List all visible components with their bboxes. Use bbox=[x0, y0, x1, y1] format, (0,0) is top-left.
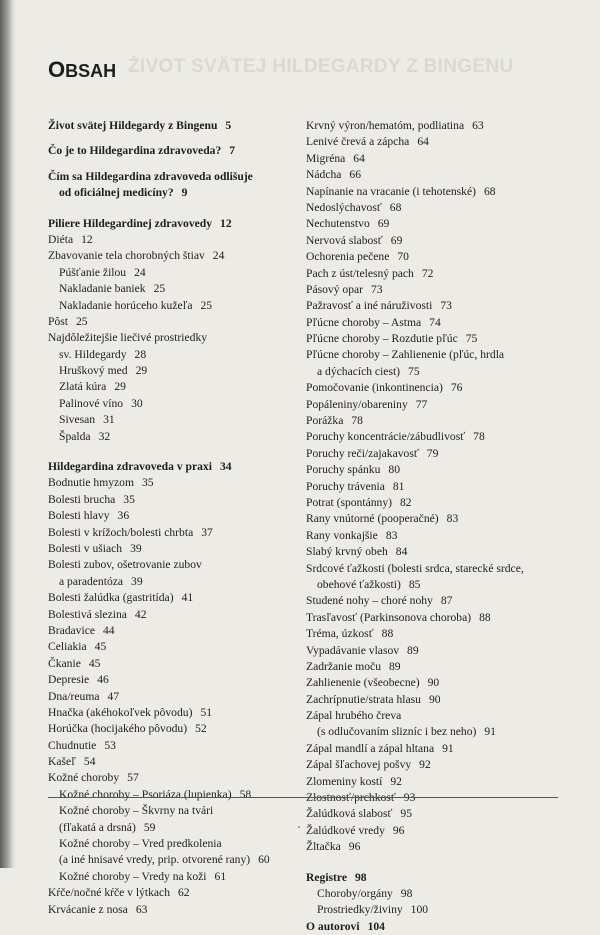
toc-entry bbox=[306, 429, 576, 445]
toc-entry-page: 39 bbox=[130, 541, 142, 555]
toc-entry-page: 29 bbox=[135, 364, 148, 378]
toc-entry-page: 62 bbox=[178, 886, 190, 900]
toc-entry bbox=[306, 347, 576, 363]
toc-entry bbox=[48, 672, 288, 688]
toc-entry-title: Pľúcne choroby – Rozdutie pľúc bbox=[306, 332, 458, 346]
toc-entry-title: Špalda bbox=[59, 429, 91, 443]
toc-entry-page: 60 bbox=[258, 853, 270, 867]
toc-entry-page: 90 bbox=[427, 676, 440, 690]
toc-entry-title: Nakladanie baniek bbox=[59, 282, 146, 296]
toc-entry-title: Horúčka (hocijakého pôvodu) bbox=[48, 722, 188, 736]
toc-entry-page: 44 bbox=[103, 623, 115, 637]
toc-entry-page: 75 bbox=[465, 332, 478, 346]
toc-entry-page: 72 bbox=[421, 266, 434, 280]
toc-entry-page: 95 bbox=[400, 807, 413, 821]
toc-entry-page: 104 bbox=[367, 919, 385, 933]
toc-entry-page: 41 bbox=[181, 591, 194, 605]
toc-entry-title: Žalúdkové vredy bbox=[306, 823, 385, 837]
toc-entry bbox=[48, 118, 288, 134]
toc-entry bbox=[48, 902, 288, 918]
toc-entry-page: 83 bbox=[446, 512, 459, 526]
toc-entry-title: Púšťanie žilou bbox=[59, 265, 127, 279]
toc-entry-page: 34 bbox=[219, 460, 232, 474]
toc-entry-page: 79 bbox=[426, 446, 439, 460]
toc-entry-title: Kožné choroby bbox=[48, 771, 120, 785]
toc-entry-page: 73 bbox=[371, 282, 383, 296]
toc-entry-title: Bolesti brucha bbox=[48, 492, 116, 506]
paper-speck bbox=[298, 826, 300, 828]
toc-entry-title: (fľakatá a drsná) bbox=[59, 820, 136, 834]
toc-entry bbox=[306, 495, 576, 511]
toc-entry bbox=[48, 525, 288, 541]
toc-entry-page: 25 bbox=[153, 282, 166, 296]
toc-entry-page: 24 bbox=[212, 249, 225, 263]
toc-entry-title: Chudnutie bbox=[48, 738, 97, 752]
toc-entry-title: Pach z úst/telesný pach bbox=[306, 266, 414, 280]
toc-entry bbox=[48, 232, 288, 248]
toc-entry-page: 84 bbox=[395, 545, 408, 559]
toc-entry bbox=[48, 770, 288, 786]
toc-entry-title: Kožné choroby – Vredy na koži bbox=[59, 869, 207, 883]
toc-entry bbox=[48, 379, 288, 395]
toc-entry bbox=[48, 265, 288, 281]
toc-entry-title: Pažravosť a iné náruživosti bbox=[306, 299, 433, 313]
toc-entry-title: Bolesti v krížoch/bolesti chrbta bbox=[48, 525, 194, 539]
toc-entry-page: 69 bbox=[390, 233, 403, 247]
toc-entry bbox=[306, 528, 576, 544]
toc-entry-page: 93 bbox=[403, 791, 416, 805]
toc-entry bbox=[306, 462, 576, 478]
toc-entry-page: 96 bbox=[348, 840, 361, 854]
toc-entry-page: 9 bbox=[181, 186, 188, 200]
toc-right-column bbox=[306, 118, 576, 935]
toc-entry bbox=[306, 577, 576, 593]
toc-entry-title: Kožné choroby – Vred predkolenia bbox=[59, 837, 222, 851]
toc-entry-title: Nervová slabosť bbox=[306, 233, 383, 247]
toc-entry-page: 76 bbox=[450, 381, 463, 395]
toc-entry-title: Studené nohy – choré nohy bbox=[306, 594, 433, 608]
toc-entry-title: Čkanie bbox=[48, 656, 81, 670]
toc-entry bbox=[306, 902, 576, 918]
toc-entry-page: 78 bbox=[473, 430, 485, 444]
toc-entry-title: Bradavice bbox=[48, 623, 95, 637]
toc-entry bbox=[306, 266, 576, 282]
toc-entry-page: 25 bbox=[200, 298, 213, 312]
toc-entry-title: Bolesti v ušiach bbox=[48, 541, 123, 555]
toc-entry-title: Pomočovanie (inkontinencia) bbox=[306, 381, 443, 395]
toc-entry-page: 64 bbox=[417, 135, 429, 149]
toc-entry-title: Žalúdková slabosť bbox=[306, 807, 393, 821]
toc-entry bbox=[48, 607, 288, 623]
toc-entry bbox=[306, 774, 576, 790]
toc-entry-title: Srdcové ťažkosti (bolesti srdca, starecké srdce, bbox=[306, 561, 524, 575]
toc-entry bbox=[306, 151, 576, 167]
toc-entry-page: 53 bbox=[104, 738, 116, 752]
toc-entry-page: 83 bbox=[385, 528, 398, 542]
toc-entry bbox=[48, 429, 288, 445]
toc-entry-page: 28 bbox=[134, 347, 147, 361]
toc-entry-page: 100 bbox=[410, 903, 429, 917]
page-title-rest: BSAH bbox=[65, 61, 117, 81]
toc-entry-page: 73 bbox=[440, 299, 452, 313]
toc-entry-title: Pásový opar bbox=[306, 282, 363, 296]
toc-entry-page: 31 bbox=[103, 413, 115, 427]
toc-entry-page: 32 bbox=[98, 429, 111, 443]
toc-entry bbox=[306, 200, 576, 216]
toc-entry bbox=[306, 331, 576, 347]
toc-entry bbox=[306, 413, 576, 429]
toc-entry bbox=[306, 692, 576, 708]
toc-entry bbox=[48, 836, 288, 852]
toc-entry-page: 7 bbox=[229, 144, 236, 158]
toc-entry bbox=[48, 216, 288, 232]
toc-entry bbox=[306, 249, 576, 265]
toc-entry bbox=[306, 823, 576, 839]
toc-entry bbox=[306, 675, 576, 691]
toc-entry-page: 91 bbox=[442, 741, 454, 755]
toc-entry-title: Poruchy reči/zajakavosť bbox=[306, 446, 419, 460]
toc-entry-title: Sivesan bbox=[59, 413, 96, 427]
toc-entry bbox=[48, 459, 288, 475]
toc-entry-title: Popáleniny/obareniny bbox=[306, 397, 408, 411]
toc-entry-title: Prostriedky/živiny bbox=[317, 903, 403, 917]
toc-entry-title: Migréna bbox=[306, 151, 346, 165]
toc-entry bbox=[306, 364, 576, 380]
toc-entry bbox=[48, 396, 288, 412]
toc-entry-page: 35 bbox=[141, 476, 154, 490]
toc-entry bbox=[48, 412, 288, 428]
toc-entry bbox=[48, 738, 288, 754]
toc-entry-title: Bolestivá slezina bbox=[48, 607, 127, 621]
toc-entry bbox=[306, 380, 576, 396]
toc-entry bbox=[48, 508, 288, 524]
toc-entry-title: Zlostnosť/prchkosť bbox=[306, 791, 396, 805]
toc-entry-page: 45 bbox=[94, 640, 107, 654]
toc-entry-title: Kožné choroby – Škvrny na tvári bbox=[59, 804, 214, 818]
toc-entry-page: 51 bbox=[200, 705, 213, 719]
toc-entry-title: Kašeľ bbox=[48, 755, 76, 769]
toc-entry-page: 87 bbox=[440, 594, 453, 608]
toc-entry-page: 52 bbox=[195, 722, 207, 736]
toc-entry-page: 74 bbox=[429, 315, 441, 329]
toc-entry-title: Nechutenstvo bbox=[306, 217, 370, 231]
toc-entry-title: Nedoslýchavosť bbox=[306, 200, 382, 214]
toc-entry bbox=[48, 363, 288, 379]
toc-entry bbox=[306, 790, 576, 806]
toc-entry-page: 63 bbox=[135, 902, 148, 916]
toc-entry-title: Pľúcne choroby – Astma bbox=[306, 315, 422, 329]
toc-entry bbox=[306, 593, 576, 609]
toc-entry-title: Zápal hrubého čreva bbox=[306, 709, 402, 723]
toc-entry-title: sv. Hildegardy bbox=[59, 347, 127, 361]
toc-entry-title: Kŕče/nočné kŕče v lýtkach bbox=[48, 886, 170, 900]
toc-entry-title: Potrat (spontánny) bbox=[306, 495, 392, 509]
toc-entry bbox=[48, 820, 288, 836]
toc-entry bbox=[306, 184, 576, 200]
toc-entry-title: Hildegardina zdravoveda v praxi bbox=[48, 460, 212, 474]
toc-entry bbox=[48, 475, 288, 491]
toc-entry bbox=[306, 561, 576, 577]
toc-entry-title: (a iné hnisavé vredy, prip. otvorené rany) bbox=[59, 853, 251, 867]
toc-entry-title: Čo je to Hildegardina zdravoveda? bbox=[48, 144, 222, 158]
toc-entry-title: Bolesti hlavy bbox=[48, 509, 110, 523]
toc-entry bbox=[306, 643, 576, 659]
toc-entry-title: Zachrípnutie/strata hlasu bbox=[306, 692, 421, 706]
toc-entry-title: Palinové víno bbox=[59, 396, 124, 410]
toc-entry bbox=[48, 656, 288, 672]
toc-entry bbox=[306, 757, 576, 773]
toc-entry-page: 35 bbox=[123, 492, 135, 506]
toc-entry bbox=[306, 708, 576, 724]
toc-entry bbox=[306, 233, 576, 249]
toc-entry-page: 30 bbox=[131, 396, 143, 410]
page-title-initial: O bbox=[48, 57, 66, 82]
toc-entry-page: 45 bbox=[88, 656, 101, 670]
toc-entry bbox=[306, 298, 576, 314]
toc-entry-title: Trasľavosť (Parkinsonova choroba) bbox=[306, 610, 472, 624]
toc-entry-page: 98 bbox=[400, 886, 413, 900]
toc-entry bbox=[306, 806, 576, 822]
toc-entry-page: 78 bbox=[351, 414, 363, 428]
toc-entry-title: a paradentóza bbox=[59, 574, 124, 588]
toc-entry-title: Hruškový med bbox=[59, 364, 128, 378]
toc-entry-title: Choroby/orgány bbox=[317, 886, 393, 900]
toc-entry-title: Rany vnútorné (pooperačné) bbox=[306, 512, 439, 526]
toc-entry-title: Najdôležitejšie liečivé prostriedky bbox=[48, 331, 208, 345]
toc-entry-title: Dna/reuma bbox=[48, 689, 100, 703]
toc-entry-page: 69 bbox=[377, 217, 390, 231]
toc-entry-title: Bolesti žalúdka (gastritída) bbox=[48, 591, 174, 605]
toc-entry-page: 80 bbox=[388, 463, 400, 477]
toc-entry-page: 59 bbox=[143, 820, 156, 834]
toc-entry-title: Rany vonkajšie bbox=[306, 528, 378, 542]
toc-entry-title: Hnačka (akéhokoľvek pôvodu) bbox=[48, 705, 193, 719]
toc-entry bbox=[48, 787, 288, 803]
toc-entry-title: Bodnutie hmyzom bbox=[48, 476, 134, 490]
toc-entry-title: Zápal šľachovej pošvy bbox=[306, 758, 412, 772]
toc-entry-title: Zadržanie moču bbox=[306, 659, 381, 673]
toc-entry-page: 64 bbox=[353, 151, 365, 165]
toc-entry-title: Krvácanie z nosa bbox=[48, 902, 128, 916]
toc-entry bbox=[306, 479, 576, 495]
toc-entry-page: 82 bbox=[399, 495, 412, 509]
toc-entry-title: Napínanie na vracanie (i tehotenské) bbox=[306, 184, 476, 198]
toc-entry-page: 54 bbox=[83, 755, 96, 769]
toc-entry-title: Pľúcne choroby – Zahlienenie (pľúc, hrdla bbox=[306, 348, 505, 362]
toc-entry bbox=[48, 492, 288, 508]
toc-entry-page: 89 bbox=[389, 659, 401, 673]
toc-entry bbox=[306, 446, 576, 462]
toc-entry-title: Kožné choroby – Psoriáza (lupienka) bbox=[59, 787, 232, 801]
toc-entry-title: Poruchy spánku bbox=[306, 463, 381, 477]
toc-entry bbox=[48, 557, 288, 573]
toc-entry-title: Zlatá kúra bbox=[59, 380, 107, 394]
toc-entry-page: 46 bbox=[97, 673, 109, 687]
toc-entry bbox=[48, 541, 288, 557]
toc-entry-page: 63 bbox=[472, 119, 484, 132]
toc-entry bbox=[48, 721, 288, 737]
toc-entry-page: 92 bbox=[390, 774, 402, 788]
toc-entry-page: 39 bbox=[131, 574, 143, 588]
toc-entry bbox=[48, 330, 288, 346]
toc-entry-title: Nakladanie horúceho kužeľa bbox=[59, 298, 193, 312]
toc-entry-title: Zahlienenie (všeobecne) bbox=[306, 676, 420, 690]
toc-entry-page: 12 bbox=[220, 216, 232, 230]
toc-entry bbox=[306, 724, 576, 740]
toc-entry-page: 77 bbox=[415, 397, 428, 411]
toc-entry-title: Zápal mandlí a zápal hltana bbox=[306, 741, 435, 755]
toc-entry bbox=[48, 169, 288, 185]
toc-entry-title: Registre bbox=[306, 870, 347, 884]
toc-entry-title: Lenivé črevá a zápcha bbox=[306, 135, 410, 149]
toc-entry bbox=[48, 623, 288, 639]
toc-entry-title: Celiakia bbox=[48, 640, 87, 654]
toc-entry bbox=[306, 118, 576, 134]
toc-entry-title: Čím sa Hildegardina zdravoveda odlišuje bbox=[48, 169, 253, 183]
toc-entry-title: a dýchacích ciest) bbox=[317, 364, 401, 378]
toc-entry-page: 66 bbox=[349, 168, 361, 182]
toc-entry-title: Bolesti zubov, ošetrovanie zubov bbox=[48, 558, 202, 572]
toc-entry bbox=[48, 314, 288, 330]
toc-entry-title: Tréma, úzkosť bbox=[306, 627, 374, 641]
toc-entry bbox=[306, 839, 576, 855]
toc-entry-title: od oficiálnej medicíny? bbox=[59, 186, 174, 200]
toc-entry-title: Diéta bbox=[48, 232, 74, 246]
toc-entry-title: Krvný výron/hematóm, podliatina bbox=[306, 119, 465, 132]
toc-entry-page: 57 bbox=[127, 771, 139, 785]
toc-entry-page: 88 bbox=[479, 610, 491, 624]
toc-entry-page: 47 bbox=[107, 689, 120, 703]
toc-entry bbox=[48, 705, 288, 721]
bottom-rule bbox=[48, 797, 558, 798]
toc-entry-title: Piliere Hildegardinej zdravovedy bbox=[48, 216, 213, 230]
toc-entry-page: 42 bbox=[134, 607, 147, 621]
page-title bbox=[48, 57, 116, 83]
toc-entry bbox=[48, 248, 288, 264]
toc-entry-page: 96 bbox=[392, 823, 405, 837]
toc-entry bbox=[306, 167, 576, 183]
toc-entry bbox=[306, 659, 576, 675]
toc-entry-page: 75 bbox=[408, 364, 420, 378]
toc-entry-page: 36 bbox=[117, 509, 130, 523]
toc-entry-page: 85 bbox=[408, 577, 421, 591]
toc-entry-title: (s odlučovaním slizníc i bez neho) bbox=[317, 725, 477, 739]
toc-entry-title: Slabý krvný obeh bbox=[306, 545, 388, 559]
toc-entry bbox=[306, 315, 576, 331]
toc-entry-page: 89 bbox=[407, 643, 419, 657]
toc-entry bbox=[48, 803, 288, 819]
toc-entry-page: 68 bbox=[389, 200, 402, 214]
toc-entry-title: Vypadávanie vlasov bbox=[306, 643, 400, 657]
toc-entry-page: 70 bbox=[397, 250, 409, 264]
toc-entry bbox=[48, 689, 288, 705]
toc-entry-title: Ochorenia pečene bbox=[306, 250, 390, 264]
toc-entry bbox=[48, 590, 288, 606]
toc-entry bbox=[48, 885, 288, 901]
toc-entry bbox=[306, 886, 576, 902]
toc-entry-page: 24 bbox=[134, 265, 146, 279]
toc-entry-title: O autorovi bbox=[306, 919, 360, 933]
toc-entry bbox=[48, 347, 288, 363]
toc-entry-page: 90 bbox=[428, 692, 441, 706]
toc-entry-title: obehové ťažkosti) bbox=[317, 577, 401, 591]
toc-entry bbox=[48, 574, 288, 590]
toc-entry-title: Poruchy koncentrácie/zábudlivosť bbox=[306, 430, 466, 444]
toc-entry-page: 81 bbox=[392, 479, 405, 493]
toc-entry bbox=[306, 216, 576, 232]
toc-entry bbox=[306, 626, 576, 642]
toc-entry-page: 5 bbox=[225, 119, 232, 132]
toc-entry-title: Zbavovanie tela chorobných štiav bbox=[48, 249, 205, 263]
toc-entry bbox=[48, 298, 288, 314]
toc-entry bbox=[306, 397, 576, 413]
toc-entry-title: Porážka bbox=[306, 414, 344, 428]
toc-entry bbox=[306, 511, 576, 527]
toc-entry-page: 68 bbox=[483, 184, 496, 198]
toc-entry bbox=[306, 282, 576, 298]
toc-entry-page: 37 bbox=[201, 525, 213, 539]
toc-entry bbox=[306, 134, 576, 150]
toc-entry-page: 92 bbox=[419, 758, 431, 772]
toc-entry-page: 58 bbox=[239, 787, 252, 801]
toc-entry bbox=[48, 639, 288, 655]
toc-entry-page: 91 bbox=[484, 725, 496, 739]
toc-entry-page: 61 bbox=[214, 869, 227, 883]
toc-entry bbox=[306, 544, 576, 560]
toc-entry-title: Život svätej Hildegardy z Bingenu bbox=[48, 119, 218, 132]
toc-entry-title: Pôst bbox=[48, 314, 68, 328]
toc-entry-title: Nádcha bbox=[306, 168, 342, 182]
toc-entry bbox=[306, 870, 576, 886]
toc-entry bbox=[48, 754, 288, 770]
toc-entry-page: 25 bbox=[75, 314, 88, 328]
toc-entry bbox=[306, 610, 576, 626]
toc-entry-page: 98 bbox=[355, 870, 367, 884]
page-edge-shadow bbox=[0, 0, 16, 868]
toc-entry-title: Žltačka bbox=[306, 840, 341, 854]
toc-entry bbox=[48, 852, 288, 868]
toc-entry bbox=[306, 741, 576, 757]
toc-entry-title: Depresie bbox=[48, 673, 90, 687]
toc-entry-page: 29 bbox=[114, 380, 126, 394]
toc-entry-page: 12 bbox=[81, 232, 93, 246]
toc-entry bbox=[48, 185, 288, 201]
toc-entry bbox=[48, 869, 288, 885]
toc-entry bbox=[48, 281, 288, 297]
bleed-through-text: ŽIVOT SVÄTEJ HILDEGARDY Z BINGENU bbox=[128, 56, 514, 77]
toc-entry-title: Poruchy trávenia bbox=[306, 479, 385, 493]
toc-entry-title: Zlomeniny kostí bbox=[306, 774, 383, 788]
toc-entry bbox=[48, 143, 288, 159]
toc-entry bbox=[306, 919, 576, 935]
toc-entry-page: 88 bbox=[381, 627, 394, 641]
